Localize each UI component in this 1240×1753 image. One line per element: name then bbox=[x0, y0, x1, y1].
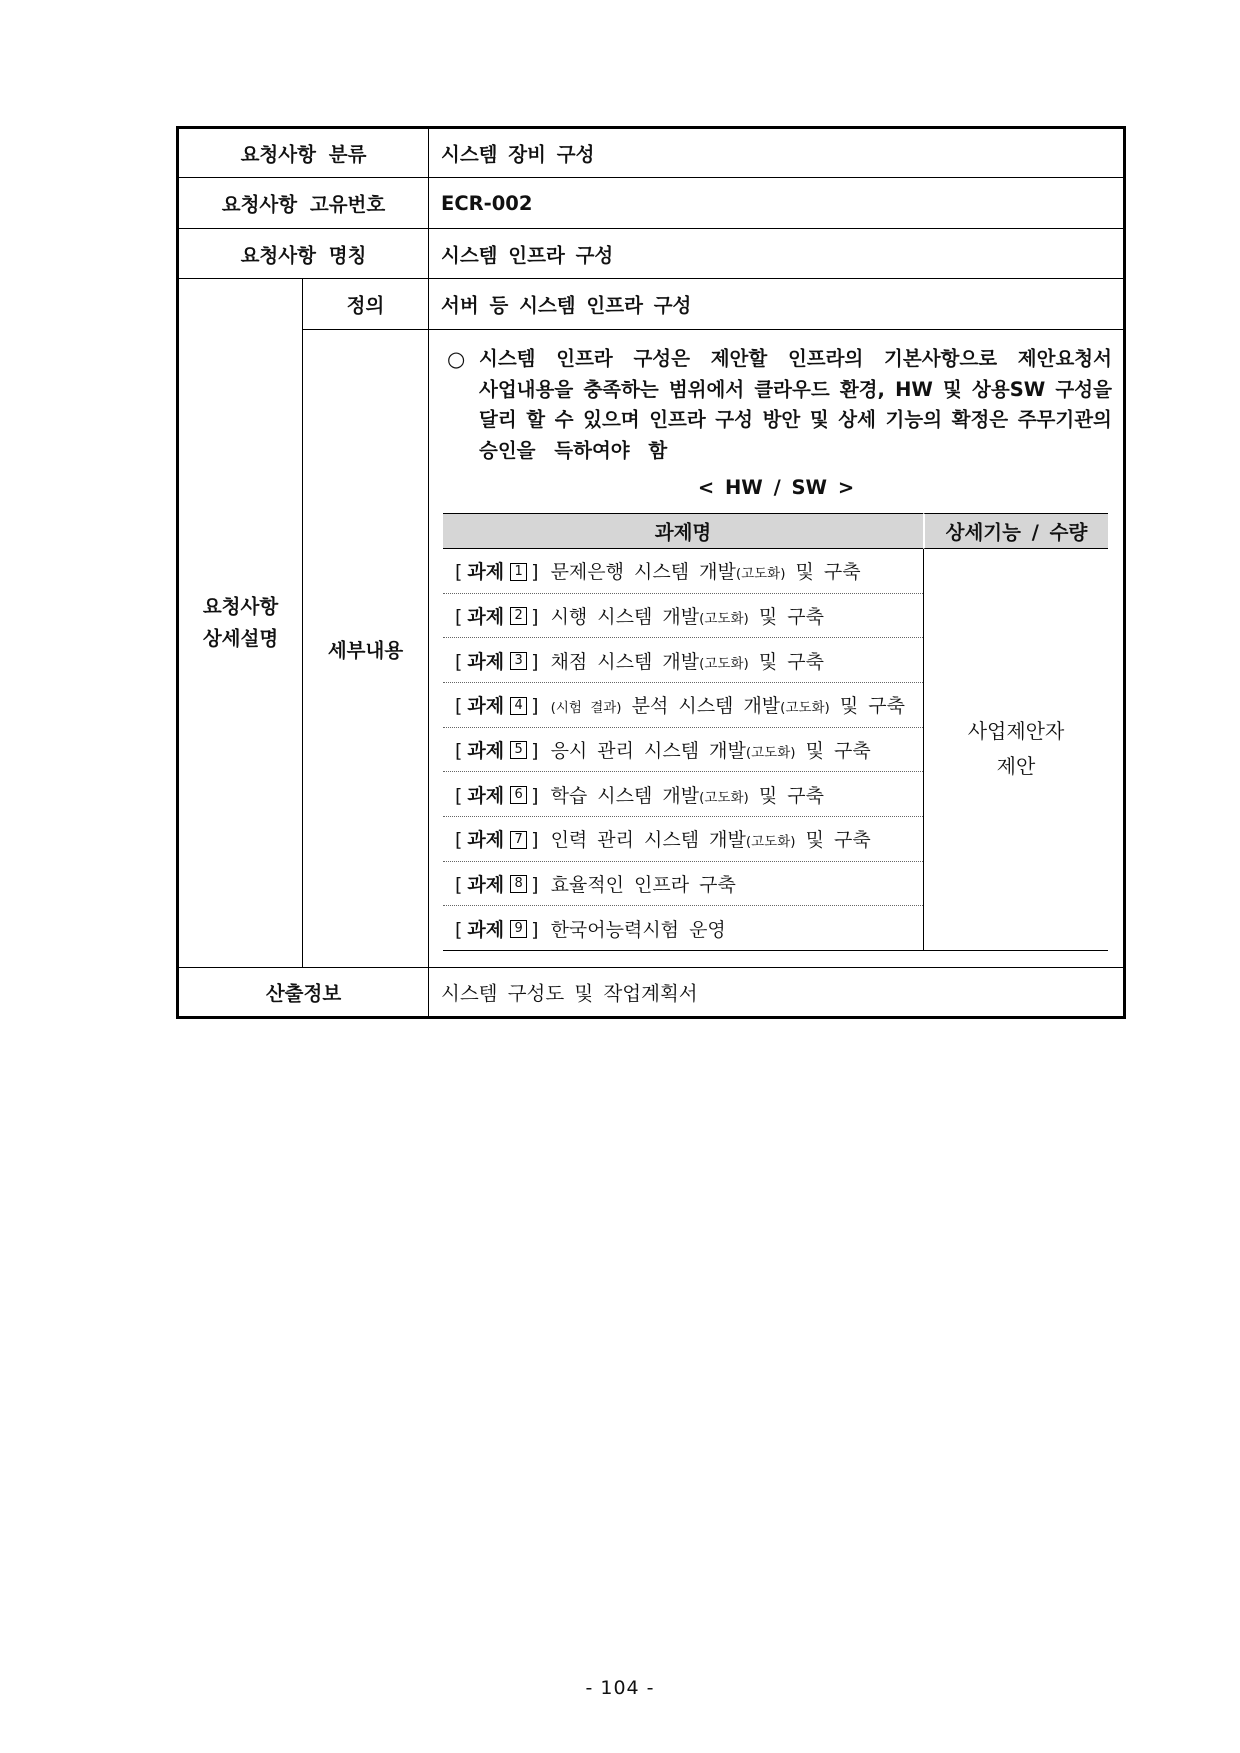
task-bracket-open: [ bbox=[455, 784, 463, 807]
definition-label: 정의 bbox=[303, 279, 429, 330]
task-name-cell bbox=[443, 772, 923, 817]
description-word: 상용SW bbox=[972, 377, 1046, 401]
description-word: 제안할 bbox=[710, 347, 768, 370]
page-number: - 104 - bbox=[585, 1677, 655, 1699]
description-word: 구성을 bbox=[1055, 377, 1112, 401]
description-line: 승인을 득하여야 함 bbox=[479, 439, 668, 463]
task-title: 및 구축 bbox=[829, 695, 905, 718]
task-number-box: 9 bbox=[510, 920, 527, 938]
description-word: 확정은 bbox=[951, 408, 1009, 432]
description-line bbox=[479, 405, 1112, 436]
task-number-box: 1 bbox=[510, 563, 527, 581]
task-title: 문제은행 시스템 개발 bbox=[550, 561, 736, 584]
description-word: 구성 bbox=[715, 408, 753, 432]
description-word: 방안 bbox=[762, 408, 801, 432]
description-word: 달리 bbox=[479, 408, 517, 432]
task-title: 학습 시스템 개발 bbox=[550, 784, 700, 807]
task-label: 과제 bbox=[467, 561, 505, 584]
task-number-box: 4 bbox=[510, 697, 527, 715]
task-note: (고도화) bbox=[735, 566, 786, 583]
task-title: 효율적인 인프라 구축 bbox=[550, 873, 736, 896]
detail-label-line: 상세설명 bbox=[202, 627, 279, 650]
task-bracket-close: ] bbox=[531, 784, 539, 807]
task-label: 과제 bbox=[467, 873, 505, 896]
description-line bbox=[479, 344, 1112, 375]
task-note: (고도화) bbox=[780, 700, 830, 717]
spec-line: 사업제안자 bbox=[967, 719, 1065, 744]
task-label: 과제 bbox=[467, 918, 505, 941]
task-label: 과제 bbox=[467, 784, 505, 807]
task-note: (고도화) bbox=[745, 744, 796, 761]
task-number-box: 5 bbox=[510, 741, 527, 759]
description-word: 충족하는 bbox=[583, 377, 659, 401]
task-label: 과제 bbox=[467, 650, 505, 673]
task-title: 및 구축 bbox=[748, 650, 824, 673]
description-word: 및 bbox=[809, 408, 829, 432]
task-title: 및 구축 bbox=[795, 829, 871, 852]
task-bracket-open: [ bbox=[455, 918, 463, 941]
task-title: 및 구축 bbox=[748, 784, 824, 807]
task-number-box: 7 bbox=[510, 831, 527, 849]
detail-description-label bbox=[178, 279, 303, 968]
task-name-cell bbox=[443, 549, 923, 594]
details-container bbox=[429, 330, 1123, 966]
task-title: 채점 시스템 개발 bbox=[550, 650, 700, 673]
task-note: (고도화) bbox=[745, 834, 796, 851]
task-title: 분석 시스템 개발 bbox=[621, 695, 781, 718]
task-label: 과제 bbox=[467, 829, 505, 852]
task-name-cell bbox=[443, 638, 923, 683]
table-caption: < HW / SW > bbox=[697, 476, 855, 499]
task-bracket-close: ] bbox=[531, 918, 539, 941]
task-number-box: 3 bbox=[510, 652, 527, 670]
task-title: 시행 시스템 개발 bbox=[550, 605, 700, 628]
details-content bbox=[429, 330, 1125, 968]
id-label: 요청사항 고유번호 bbox=[178, 178, 429, 229]
detail-label-line: 요청사항 bbox=[202, 595, 279, 618]
task-name-cell bbox=[443, 862, 923, 907]
task-bracket-close: ] bbox=[531, 695, 539, 718]
task-title: 및 구축 bbox=[795, 739, 871, 762]
task-bracket-open: [ bbox=[455, 829, 463, 852]
description-word: 사업내용을 bbox=[479, 377, 574, 401]
requirement-table-body bbox=[178, 128, 1125, 1018]
description-word: 인프라 bbox=[556, 347, 613, 370]
task-name-header: 과제명 bbox=[443, 513, 923, 549]
description-word: 주무기관의 bbox=[1017, 408, 1112, 432]
task-name-cell bbox=[443, 594, 923, 639]
output-row bbox=[178, 968, 1125, 1018]
task-number-box: 8 bbox=[510, 875, 527, 893]
spec-line: 제안 bbox=[996, 754, 1036, 779]
description-word: 제안요청서 bbox=[1017, 347, 1112, 370]
task-title: 응시 관리 시스템 개발 bbox=[550, 739, 746, 762]
task-label: 과제 bbox=[467, 605, 505, 628]
hw-sw-table bbox=[443, 513, 1108, 951]
task-bracket-close: ] bbox=[531, 739, 539, 762]
description-word: 및 bbox=[943, 377, 962, 401]
description-word: 인프라 bbox=[649, 408, 706, 432]
task-bracket-open: [ bbox=[455, 650, 463, 673]
id-row bbox=[178, 178, 1125, 229]
hw-sw-table-head bbox=[443, 513, 1108, 549]
task-note: (고도화) bbox=[699, 610, 749, 627]
description-word: 수 bbox=[554, 408, 574, 432]
task-label: 과제 bbox=[467, 695, 505, 718]
spec-quantity-header: 상세기능 / 수량 bbox=[923, 513, 1108, 549]
task-row bbox=[443, 549, 1108, 594]
task-bracket-open: [ bbox=[455, 561, 463, 584]
task-name-cell bbox=[443, 683, 923, 728]
task-number-box: 6 bbox=[510, 786, 527, 804]
description-word: 있으며 bbox=[583, 408, 640, 432]
task-bracket-close: ] bbox=[531, 873, 539, 896]
name-label: 요청사항 명칭 bbox=[178, 229, 429, 279]
description-word: 할 bbox=[526, 408, 546, 432]
description-word: HW bbox=[895, 377, 933, 401]
task-name-cell bbox=[443, 728, 923, 773]
task-bracket-open: [ bbox=[455, 739, 463, 762]
task-bracket-close: ] bbox=[531, 605, 539, 628]
name-row bbox=[178, 229, 1125, 279]
task-bracket-open: [ bbox=[455, 605, 463, 628]
task-bracket-open: [ bbox=[455, 695, 463, 718]
name-value: 시스템 인프라 구성 bbox=[429, 229, 1125, 279]
task-number-box: 2 bbox=[510, 607, 527, 625]
task-bracket-open: [ bbox=[455, 873, 463, 896]
task-bracket-close: ] bbox=[531, 829, 539, 852]
bullet-marker: ○ bbox=[447, 347, 466, 371]
hw-sw-table-body bbox=[443, 549, 1108, 951]
task-name-cell bbox=[443, 817, 923, 862]
category-label: 요청사항 분류 bbox=[178, 128, 429, 178]
task-note: (고도화) bbox=[699, 655, 749, 672]
spec-quantity-cell bbox=[923, 549, 1108, 951]
description-line bbox=[479, 375, 1112, 406]
task-note: (시험 결과) bbox=[550, 700, 622, 717]
task-label: 과제 bbox=[467, 739, 505, 762]
description-word: 상세 bbox=[838, 408, 876, 432]
task-bracket-close: ] bbox=[531, 650, 539, 673]
task-title: 인력 관리 시스템 개발 bbox=[550, 829, 746, 852]
category-row bbox=[178, 128, 1125, 178]
requirement-table bbox=[176, 126, 1126, 1019]
output-label: 산출정보 bbox=[178, 968, 429, 1018]
description-word: 기본사항으로 bbox=[884, 347, 998, 370]
hw-sw-header-row bbox=[443, 513, 1108, 549]
description-word: 인프라의 bbox=[787, 347, 864, 370]
description-word: 범위에서 bbox=[668, 377, 745, 401]
task-note: (고도화) bbox=[699, 789, 749, 806]
description-paragraph bbox=[479, 344, 1112, 467]
definition-value: 서버 등 시스템 인프라 구성 bbox=[429, 279, 1125, 330]
definition-row bbox=[178, 279, 1125, 330]
task-title: 및 구축 bbox=[785, 561, 861, 584]
id-value: ECR-002 bbox=[429, 178, 1125, 229]
details-label: 세부내용 bbox=[303, 330, 429, 968]
task-name-cell bbox=[443, 906, 923, 951]
description-word: 시스템 bbox=[479, 347, 536, 370]
task-title: 및 구축 bbox=[748, 605, 824, 628]
category-value: 시스템 장비 구성 bbox=[429, 128, 1125, 178]
description-word: 클라우드 bbox=[754, 377, 830, 401]
description-word: 기능의 bbox=[885, 408, 943, 432]
description-word: 환경, bbox=[839, 377, 885, 401]
details-row bbox=[178, 330, 1125, 968]
task-title: 한국어능력시험 운영 bbox=[550, 918, 726, 941]
output-value: 시스템 구성도 및 작업계획서 bbox=[429, 968, 1125, 1018]
task-bracket-close: ] bbox=[531, 561, 539, 584]
description-word: 구성은 bbox=[633, 347, 690, 370]
